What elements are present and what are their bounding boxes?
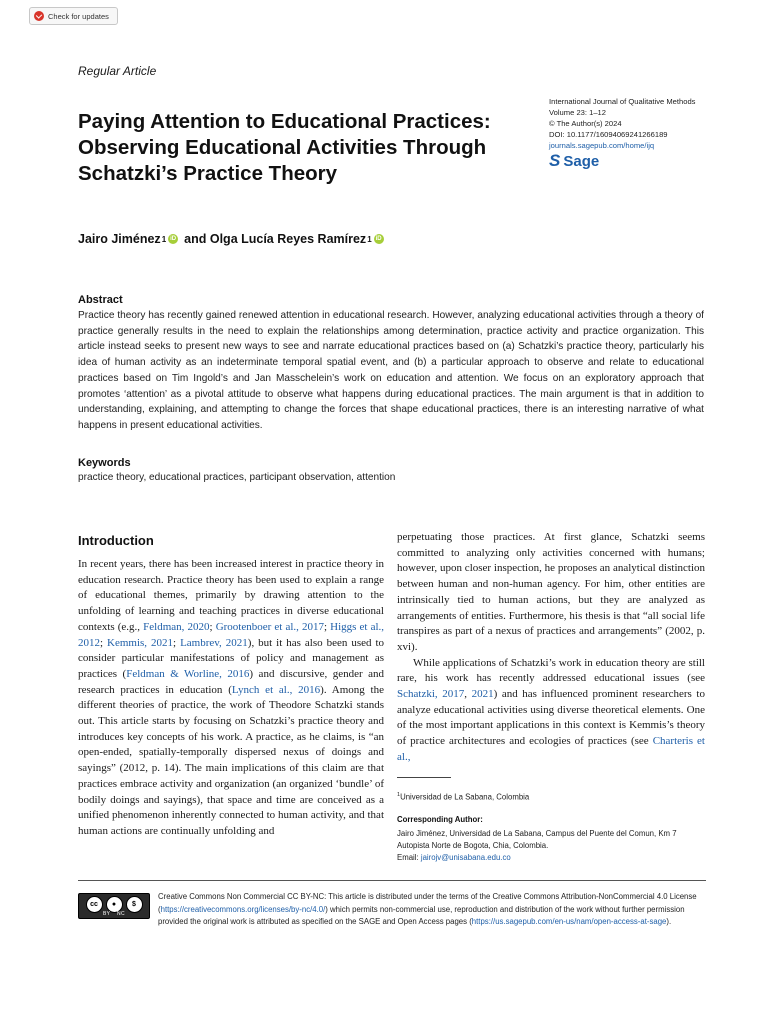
journal-info [549, 96, 749, 151]
citation-link[interactable]: 2021 [471, 688, 494, 701]
journal-name: International Journal of Qualitative Methods [549, 97, 696, 106]
journal-url-link[interactable]: journals.sagepub.com/home/ijq [549, 141, 655, 150]
keywords-heading: Keywords [78, 457, 131, 469]
author-affiliation-sup: 1 [367, 234, 372, 244]
check-updates-icon [34, 11, 44, 21]
author-connector: and [184, 232, 207, 246]
body-text: In recent years, there has been increased interest in practice theory in education research. Practice theory has been used to explain a range of educational themes, primarily by drawing attention to the unfolding of learning and teaching practices in diverse educational contexts (e.g., [78, 558, 384, 633]
body-paragraph [397, 656, 705, 766]
journal-copyright: © The Author(s) 2024 [549, 119, 622, 128]
license-text: ) which permits non-commercial use, reproduction and distribution of the work without further permission provided the original work is attributed as specified on the SAGE and Open Access pages ( [158, 904, 685, 926]
cc-by-nc-badge[interactable] [78, 893, 150, 919]
license-text: ). [666, 917, 672, 926]
citation-link[interactable]: Charteris et al., [397, 735, 705, 763]
affiliation-text: Universidad de La Sabana, Colombia [400, 792, 530, 802]
corresponding-author-details [397, 828, 707, 864]
affiliation-sup: 1 [397, 792, 401, 798]
email-label: Email: [397, 853, 421, 862]
body-text: ) and discursive, gender and research practices in education ( [78, 667, 385, 696]
body-column-right [397, 530, 705, 766]
cc-icon: cc [86, 896, 103, 913]
citation-link[interactable]: Feldman, 2020 [143, 620, 210, 633]
noncommercial-icon: $ [126, 896, 143, 913]
body-column-left [78, 557, 384, 840]
publisher-logo [549, 151, 599, 171]
body-text: ) and has influenced prominent researchers to analyze educational activities using diverse theoretical elements. One of the most important applications in this context is Kemmis’s theory of practice architectures and ecologies of practices (see [397, 688, 705, 748]
footnote-divider [397, 777, 451, 778]
body-text: ; [173, 636, 181, 649]
publisher-name: Sage [563, 152, 600, 170]
citation-link[interactable]: Schatzki, 2017 [397, 688, 465, 701]
check-for-updates-label: Check for updates [48, 11, 109, 21]
body-text: ; [209, 620, 216, 633]
body-text: ; [100, 636, 108, 649]
keywords-text: practice theory, educational practices, participant observation, attention [78, 472, 396, 483]
email-link[interactable]: jairojv@unisabana.edu.co [420, 853, 511, 862]
orcid-icon[interactable]: iD [170, 236, 177, 242]
journal-doi: DOI: 10.1177/16094069241266189 [549, 130, 668, 139]
cc-nc-label: NC [117, 911, 125, 917]
author-list [78, 232, 390, 246]
citation-link[interactable]: Grootenboer et al., 2017 [215, 620, 324, 633]
author-name: Olga Lucía Reyes Ramírez [209, 232, 367, 246]
article-title: Paying Attention to Educational Practices: Observing Educational Activities Through Schatzki’s Practice Theory [78, 110, 491, 185]
body-text: ). Among the different theories of practice, the work of Theodore Schatzki stands out. This article starts by focusing on Schatzki’s practice theory and introduces key concepts of his work. A practice, as he claims, is “an open-ended, spatially-temporally dispersed nexus of doings and sayings” (2012, p. 14). The main implications of this claim are that practices embrace activity and organization (an organized ‘bundle’ of bodily doings and sayings), that space and time are conceived as a unified phenomenon inherently connected to human activity, and that human actions are continually unfolding and [78, 683, 384, 837]
sage-s-icon: S [549, 151, 561, 170]
citation-link[interactable]: Higgs et al., 2012 [78, 620, 385, 649]
license-text: Creative Commons Non Commercial CC BY-NC: This article is distributed under the terms of the Creative Commons Attribution-NonCommercial 4.0 License ( [158, 892, 697, 914]
footer-divider [78, 880, 706, 881]
corresponding-author-address: Jairo Jiménez, Universidad de La Sabana, Campus del Puente del Comun, Km 7 Autopista Norte de Bogota, Chia, Colombia. [397, 829, 677, 850]
orcid-icon[interactable]: iD [375, 236, 382, 242]
article-type: Regular Article [78, 64, 157, 78]
check-for-updates-button[interactable] [29, 7, 118, 25]
body-text: ; [323, 620, 331, 633]
open-access-link[interactable]: https://us.sagepub.com/en-us/nam/open-access-at-sage [471, 917, 667, 926]
corresponding-author-heading: Corresponding Author: [397, 815, 483, 824]
affiliation-footnote [397, 792, 529, 802]
license-statement [78, 891, 708, 929]
cc-badge-labels [103, 911, 125, 917]
abstract-text: Practice theory has recently gained renewed attention in educational research. However, analyzing educational activities through a theory of practice generally results in the need to explain the relationships among determination, practice activity and practice organization. This article instead seeks to present new ways to see and narrate educational practices based on (a) Schatzki’s practice theory, particularly his idea of human activity as an indeterminate temporal spatial event, and (b) a particular approach to observe and relate to educational practices based on Tim Ingold’s and Jan Masschelein’s work on education and attention. We focus on an exploratory approach that promotes ‘attention’ as a pivotal attitude to observe what happens during educational practices. The main argument is that in addition to understanding, explaining, and attempting to change the forces that shape educational practices, there is an interesting narrative of what happens in present educational activities. [78, 310, 704, 431]
body-paragraph: perpetuating those practices. At first glance, Schatzki seems committed to analyzing only activities concerned with humans; however, upon closer inspection, he proposes an analytical distinction between human and non-human agency. For him, other entities are intrinsically tied to human actions, but they are analyzed as arrangements of entities. Furthermore, his thesis is that “all social life transpires as part of a nexus of practices and arrangements” (2002, p. xvi). [397, 531, 705, 653]
cc-by-label: BY [103, 911, 111, 917]
body-text: , [464, 688, 472, 701]
author-name: Jairo Jiménez [78, 232, 161, 246]
body-text: While applications of Schatzki’s work in education theory are still rare, his work has recently addressed educational issues (see [397, 656, 705, 685]
attribution-person-icon: ● [106, 896, 123, 913]
citation-link[interactable]: Lambrev, 2021 [180, 636, 248, 649]
body-text: ), but it has also been used to consider particular manifestations of policy and management as practices ( [78, 636, 385, 680]
citation-link[interactable]: Feldman & Worline, 2016 [126, 667, 250, 680]
author-affiliation-sup: 1 [161, 234, 167, 244]
section-heading-introduction: Introduction [78, 533, 154, 548]
citation-link[interactable]: Kemmis, 2021 [107, 636, 174, 649]
journal-volume: Volume 23: 1–12 [549, 108, 606, 117]
license-link[interactable]: https://creativecommons.org/licenses/by-nc/4.0/ [160, 904, 326, 914]
citation-link[interactable]: Lynch et al., 2016 [231, 683, 321, 696]
abstract-heading: Abstract [78, 294, 123, 306]
